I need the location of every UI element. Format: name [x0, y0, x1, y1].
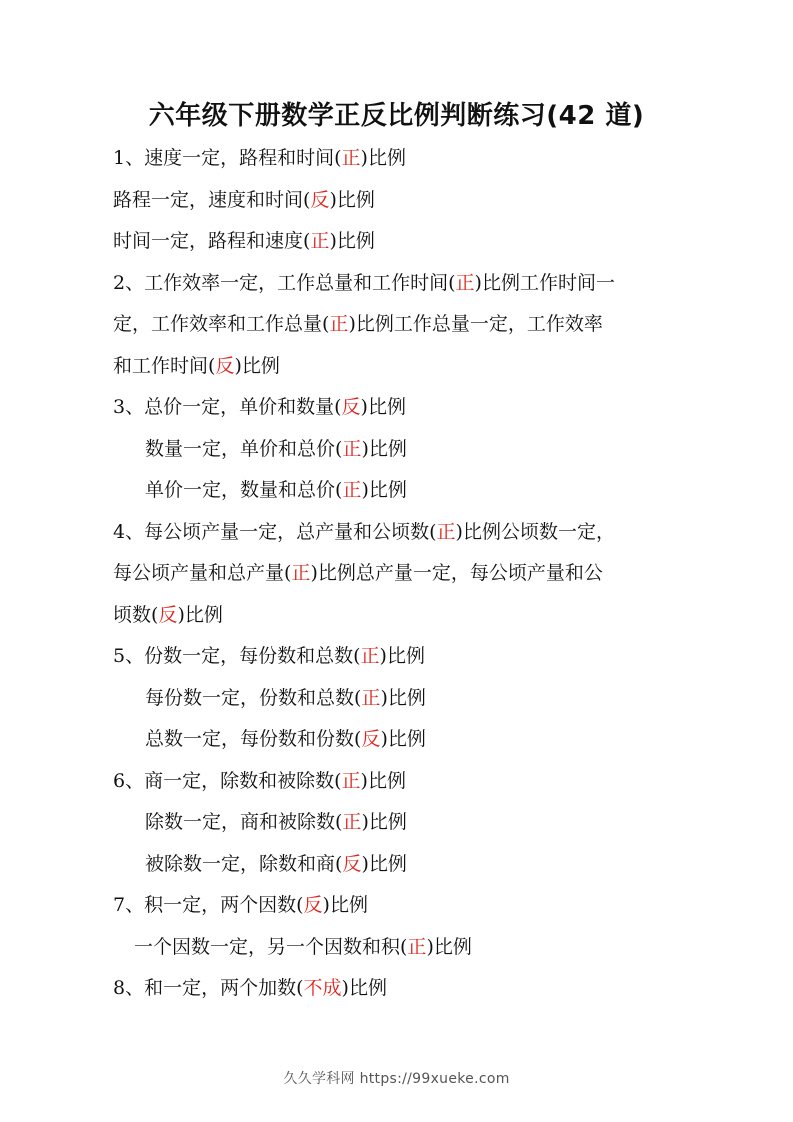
exercise-line: 单价一定，数量和总价(正)比例 — [145, 479, 407, 501]
answer: 反 — [303, 894, 323, 916]
answer: 反 — [342, 852, 362, 875]
exercise-line: 6、商一定，除数和被除数(正)比例 — [113, 769, 406, 792]
exercise-line: 5、份数一定，每份数和总数(正)比例 — [113, 645, 425, 667]
answer: 正 — [361, 686, 381, 709]
answer: 反 — [361, 728, 381, 750]
answer: 正 — [291, 562, 311, 584]
exercise-line: 总数一定，每份数和份数(反)比例 — [145, 728, 426, 750]
exercise-line: 时间一定，路程和速度(正)比例 — [113, 230, 375, 252]
answer: 正 — [329, 313, 349, 335]
exercise-line: 定，工作效率和工作总量(正)比例工作总量一定，工作效率 — [113, 313, 603, 335]
answer: 反 — [158, 603, 178, 626]
exercise-line: 被除数一定，除数和商(反)比例 — [145, 852, 407, 875]
exercise-line: 2、工作效率一定，工作总量和工作时间(正)比例工作时间一 — [113, 271, 615, 294]
exercise-line: 8、和一定，两个加数(不成)比例 — [113, 977, 387, 999]
exercise-line: 3、总价一定，单价和数量(反)比例 — [113, 396, 406, 418]
answer: 正 — [341, 769, 361, 792]
answer: 正 — [360, 645, 380, 667]
exercise-line: 数量一定，单价和总价(正)比例 — [145, 437, 407, 460]
answer: 不成 — [303, 977, 342, 999]
exercise-line: 路程一定，速度和时间(反)比例 — [113, 188, 375, 211]
exercise-line: 1、速度一定，路程和时间(正)比例 — [113, 147, 406, 169]
exercise-line: 4、每公顷产量一定，总产量和公顷数(正)比例公顷数一定， — [113, 520, 615, 543]
answer: 正 — [342, 479, 362, 501]
exercise-line: 每公顷产量和总产量(正)比例总产量一定，每公顷产量和公 — [113, 562, 603, 584]
answer: 正 — [342, 811, 362, 833]
exercise-line: 一个因数一定，另一个因数和积(正)比例 — [134, 935, 472, 958]
exercise-list — [113, 138, 688, 1010]
exercise-line: 每份数一定，份数和总数(正)比例 — [145, 686, 426, 709]
answer: 正 — [342, 437, 362, 460]
exercise-line: 和工作时间(反)比例 — [113, 354, 280, 377]
answer: 正 — [310, 230, 330, 252]
exercise-line: 7、积一定，两个因数(反)比例 — [113, 894, 368, 916]
document-title: 六年级下册数学正反比例判断练习(42 道) — [148, 101, 645, 131]
answer: 正 — [407, 935, 427, 958]
answer: 正 — [436, 520, 456, 543]
answer: 正 — [455, 271, 475, 294]
answer: 正 — [341, 147, 361, 169]
footer-watermark: 久久学科网 https://99xueke.com — [283, 1071, 510, 1087]
answer: 反 — [341, 396, 361, 418]
answer: 反 — [310, 188, 330, 211]
exercise-line: 除数一定，商和被除数(正)比例 — [145, 811, 407, 833]
answer: 反 — [215, 354, 235, 377]
exercise-line: 顷数(反)比例 — [113, 603, 223, 626]
